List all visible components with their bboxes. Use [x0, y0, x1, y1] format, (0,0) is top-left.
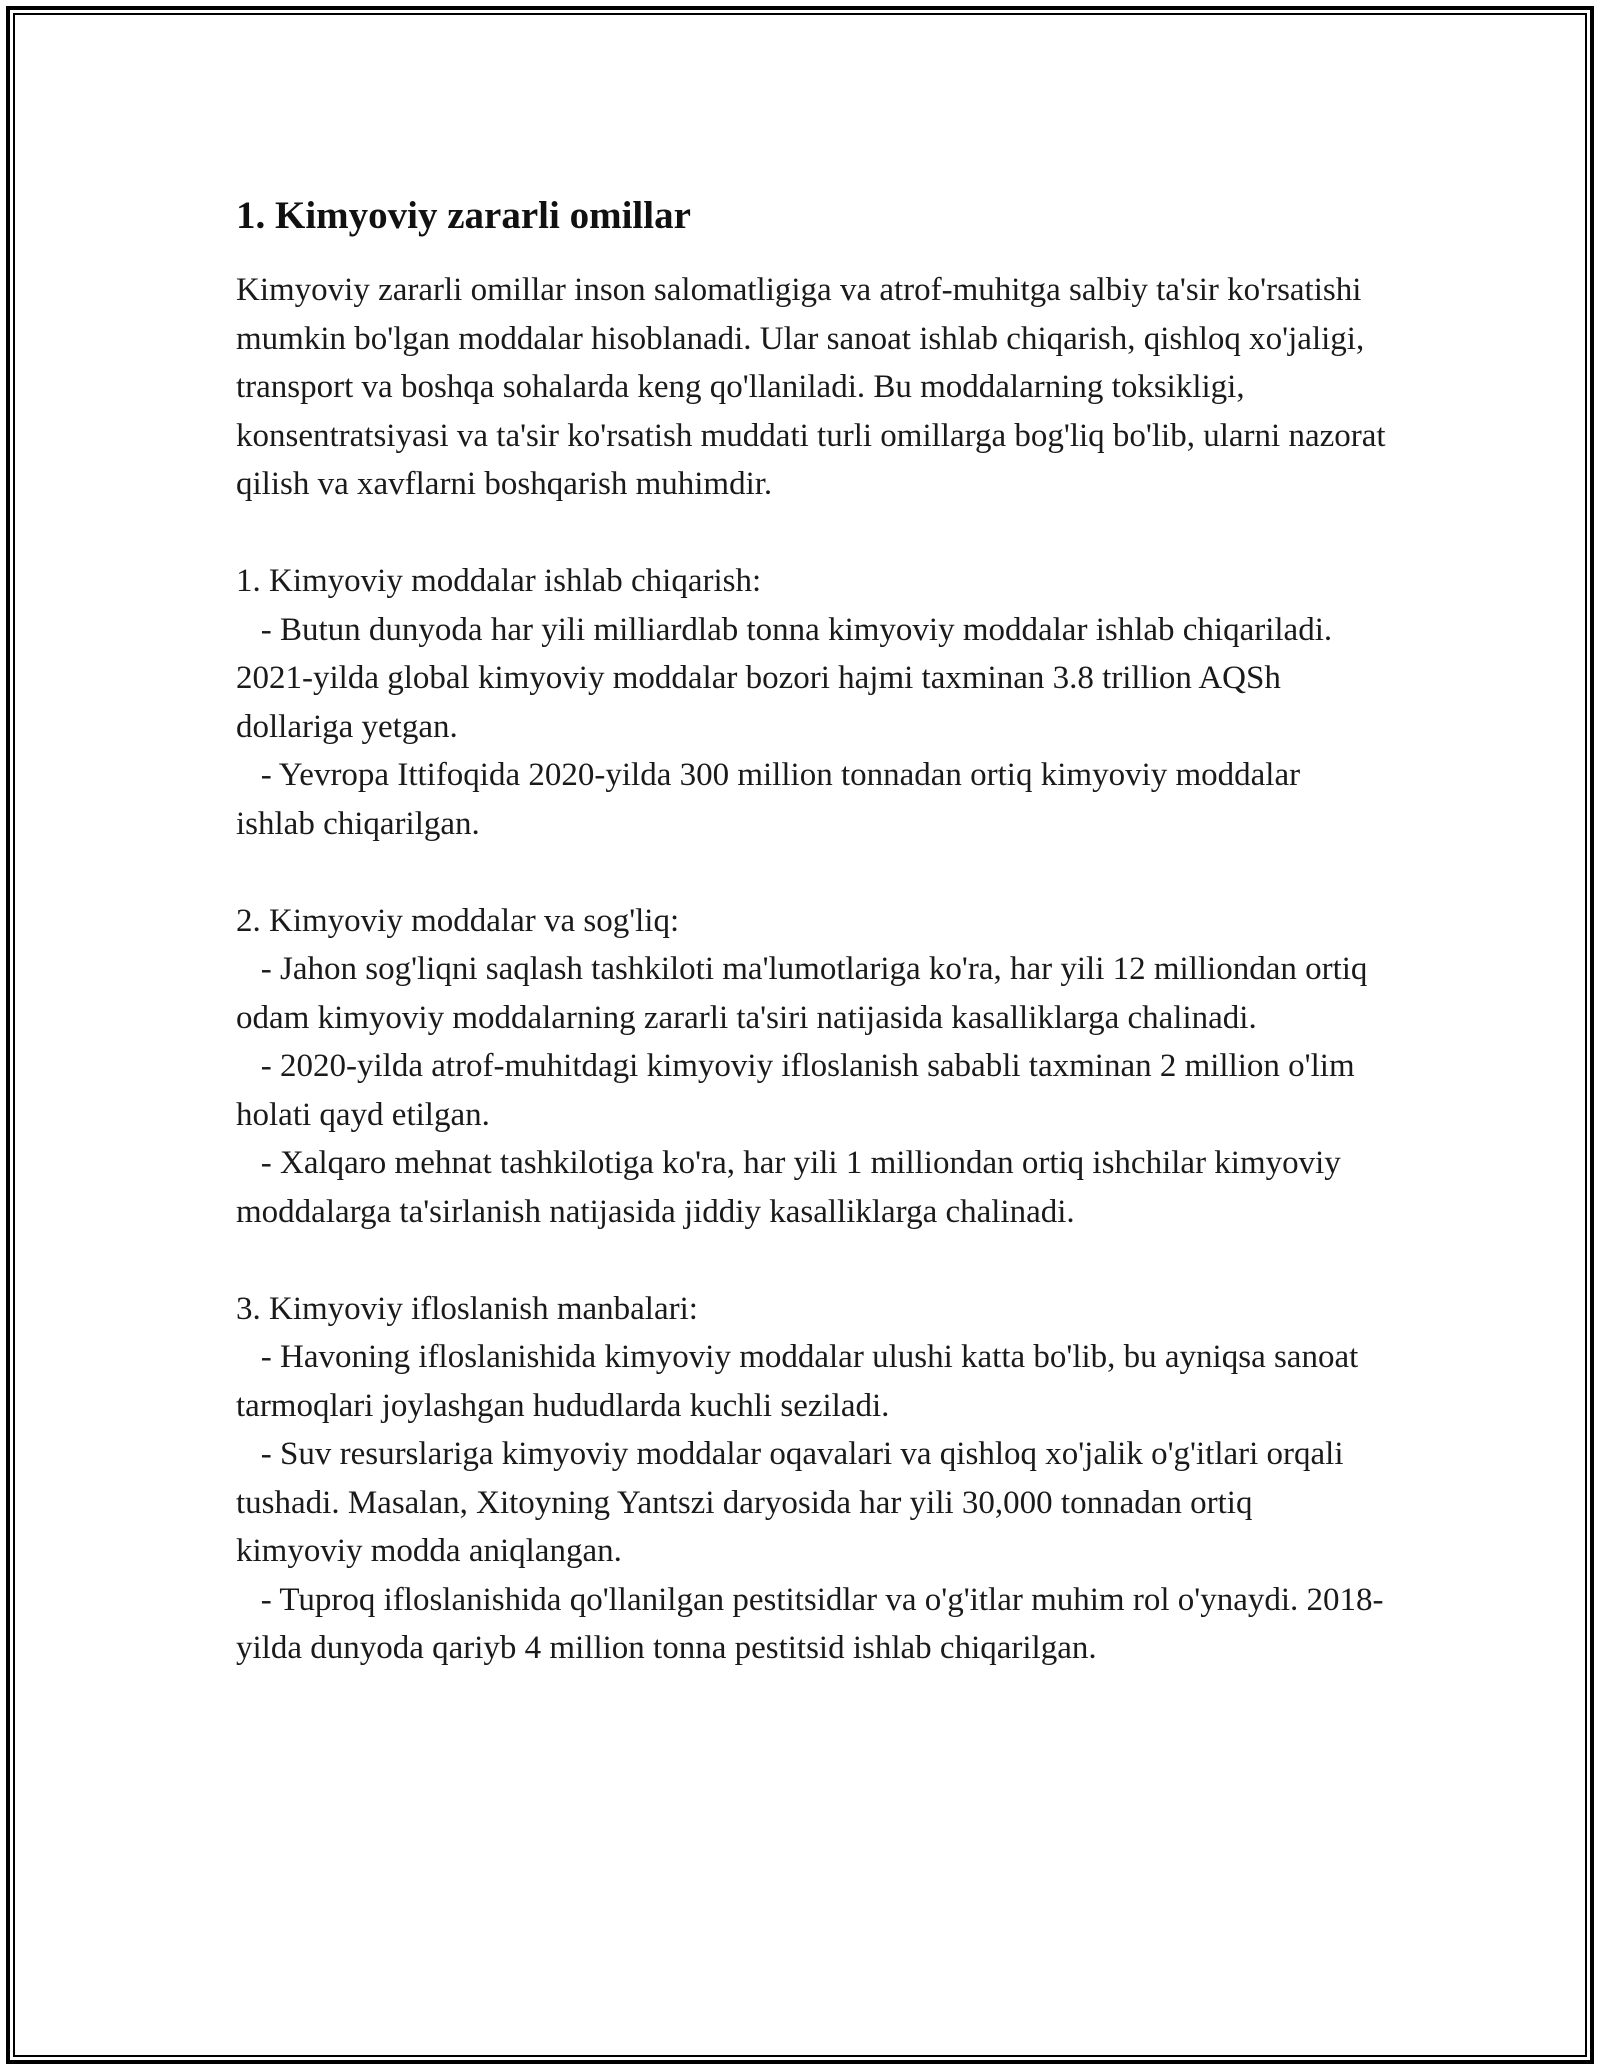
intro-paragraph: Kimyoviy zararli omillar inson salomatligiga va atrof-muhitga salbiy ta'sir ko'rsatishi mumkin bo'lgan moddalar hisoblanadi. Ular sanoat ishlab chiqarish, qishloq xo'jaligi, transport va boshqa sohalarda keng qo'llaniladi. Bu moddalarning toksikligi, konsentratsiyasi va ta'sir ko'rsatish muddati turli omillarga bog'liq bo'lib, ularni nazorat qilish va xavflarni boshqarish muhimdir.: [236, 272, 1394, 502]
section-heading: 1. Kimyoviy moddalar ishlab chiqarish:: [236, 563, 762, 599]
section-spacer: [236, 848, 1386, 897]
section-pollution-sources: [236, 1285, 1386, 1673]
document-title: 1. Kimyoviy zararli omillar: [236, 194, 691, 237]
section-spacer: [236, 1236, 1386, 1285]
section-item: - 2020-yilda atrof-muhitdagi kimyoviy ifloslanish sababli taxminan 2 million o'lim holati qayd etilgan.: [236, 1048, 1363, 1133]
section-item: - Yevropa Ittifoqida 2020-yilda 300 million tonnadan ortiq kimyoviy moddalar ishlab chiqarilgan.: [236, 757, 1309, 842]
section-spacer: [236, 509, 1386, 558]
document-body: [236, 190, 1394, 1673]
section-item: - Butun dunyoda har yili milliardlab tonna kimyoviy moddalar ishlab chiqariladi. 2021-yilda global kimyoviy moddalar bozori hajmi taxminan 3.8 trillion AQSh dollariga yetgan.: [236, 611, 1341, 745]
section-item: - Suv resurslariga kimyoviy moddalar oqavalari va qishloq xo'jalik o'g'itlari orqali tushadi. Masalan, Xitoyning Yantszi daryosida har yili 30,000 tonnadan ortiq kimyoviy modda aniqlangan.: [236, 1436, 1352, 1569]
section-item: - Xalqaro mehnat tashkilotiga ko'ra, har yili 1 milliondan ortiq ishchilar kimyoviy moddalarga ta'sirlanish natijasida jiddiy kasalliklarga chalinadi.: [236, 1145, 1350, 1230]
section-production: [236, 557, 1386, 848]
section-item: - Tuproq ifloslanishida qo'llanilgan pestitsidlar va o'g'itlar muhim rol o'ynaydi. 2018-yilda dunyoda qariyb 4 million tonna pestitsid ishlab chiqarilgan.: [236, 1581, 1384, 1666]
section-item: - Jahon sog'liqni saqlash tashkiloti ma'lumotlariga ko'ra, har yili 12 milliondan ortiq odam kimyoviy moddalarning zararli ta'siri natijasida kasalliklarga chalinadi.: [236, 951, 1376, 1036]
section-heading: 2. Kimyoviy moddalar va sog'liq:: [236, 902, 680, 939]
section-item: - Havoning ifloslanishida kimyoviy moddalar ulushi katta bo'lib, bu ayniqsa sanoat tarmoqlari joylashgan hududlarda kuchli seziladi.: [236, 1339, 1367, 1424]
section-health: [236, 897, 1386, 1237]
section-heading: 3. Kimyoviy ifloslanish manbalari:: [236, 1290, 698, 1327]
